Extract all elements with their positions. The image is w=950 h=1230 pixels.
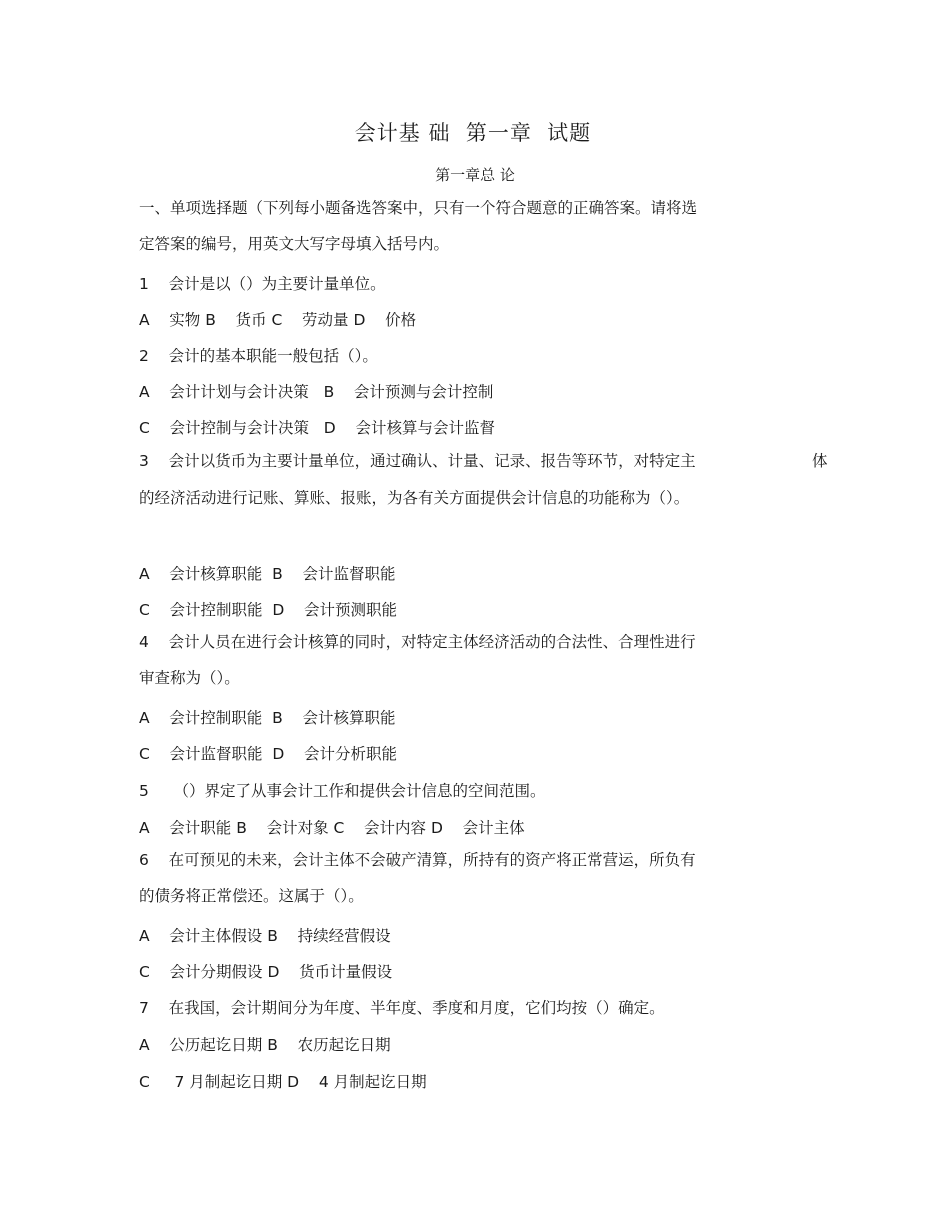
question-6-cont: 的债务将正常偿还。这属于（）。: [139, 887, 364, 905]
chapter-subtitle: 第一章总 论: [435, 166, 515, 184]
question-2-options-ab: A 会计计划与会计决策 B 会计预测与会计控制: [139, 383, 494, 401]
question-3-cont: 的经济活动进行记账、算账、报账，为各有关方面提供会计信息的功能称为（）。: [139, 489, 690, 507]
question-4-options-cd: C 会计监督职能 D 会计分析职能: [139, 745, 398, 763]
question-5: 5 （）界定了从事会计工作和提供会计信息的空间范围。: [139, 782, 546, 800]
question-7-options-ab: A 公历起讫日期 B 农历起讫日期: [139, 1036, 391, 1054]
question-2: 2 会计的基本职能一般包括（）。: [139, 347, 378, 365]
section-heading: 一、单项选择题（下列每小题备选答案中，只有一个符合题意的正确答案。请将选: [139, 199, 698, 217]
question-1-options: A 实物 B 货币 C 劳动量 D 价格: [139, 311, 417, 329]
question-2-options-cd: C 会计控制与会计决策 D 会计核算与会计监督: [139, 419, 495, 437]
question-6-options-cd: C 会计分期假设 D 货币计量假设: [139, 963, 393, 981]
question-3-tail: 体: [812, 452, 828, 470]
question-7: 7 在我国，会计期间分为年度、半年度、季度和月度，它们均按（）确定。: [139, 999, 665, 1017]
question-4-cont: 审查称为（）。: [139, 669, 240, 687]
question-3-options-ab: A 会计核算职能 B 会计监督职能: [139, 565, 396, 583]
question-6: 6 在可预见的未来，会计主体不会破产清算，所持有的资产将正常营运，所负有: [139, 851, 696, 869]
question-1: 1 会计是以（）为主要计量单位。: [139, 275, 386, 293]
question-7-options-cd: C 7 月制起讫日期 D 4 月制起讫日期: [139, 1073, 427, 1091]
question-3-options-cd: C 会计控制职能 D 会计预测职能: [139, 601, 398, 619]
question-3: 3 会计以货币为主要计量单位，通过确认、计量、记录、报告等环节，对特定主: [139, 452, 696, 470]
section-heading-cont: 定答案的编号，用英文大写字母填入括号内。: [139, 235, 450, 253]
question-4-options-ab: A 会计控制职能 B 会计核算职能: [139, 709, 396, 727]
question-6-options-ab: A 会计主体假设 B 持续经营假设: [139, 927, 391, 945]
question-5-options: A 会计职能 B 会计对象 C 会计内容 D 会计主体: [139, 819, 525, 837]
question-4: 4 会计人员在进行会计核算的同时，对特定主体经济活动的合法性、合理性进行: [139, 633, 696, 651]
document-title: 会计基 础 第一章 试题: [354, 121, 592, 145]
